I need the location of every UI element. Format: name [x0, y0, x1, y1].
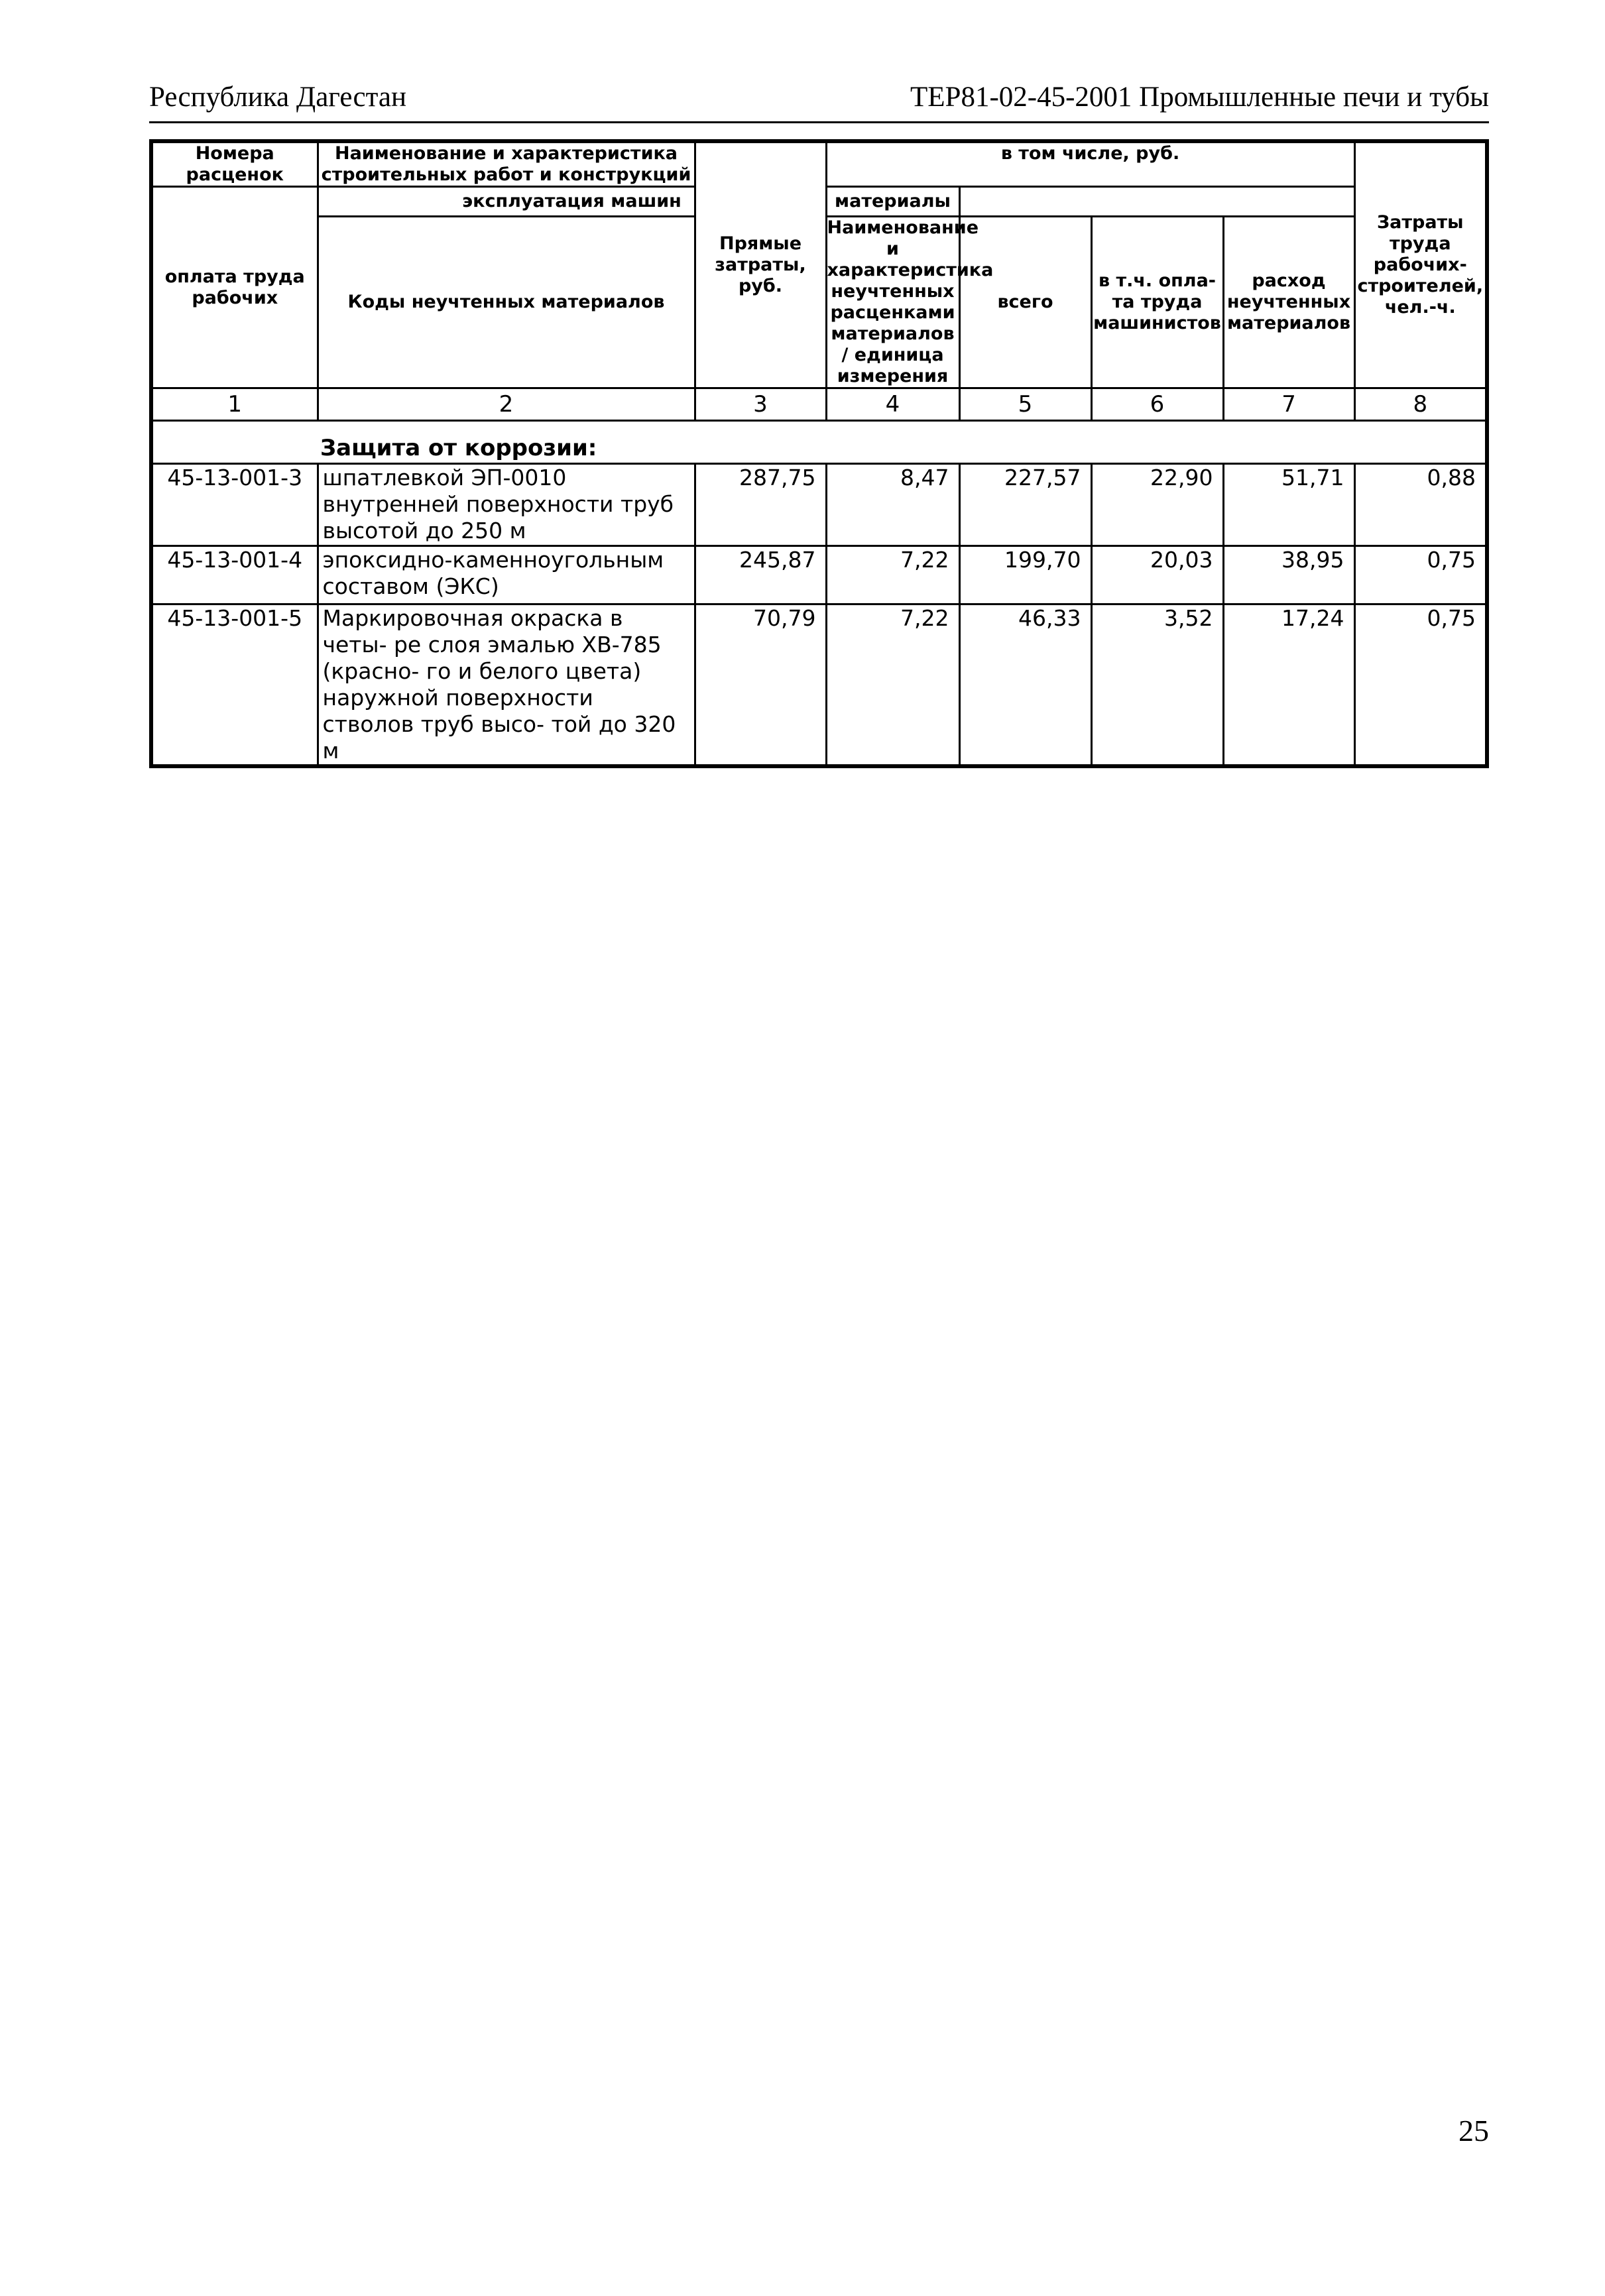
machines-total-value: 46,33 [959, 604, 1091, 767]
column-number: 2 [318, 388, 695, 421]
header-materials: материалы [826, 187, 959, 217]
column-number: 3 [695, 388, 826, 421]
header-labor-pay: оплата труда рабочих [151, 187, 318, 388]
rate-name: шпатлевкой ЭП-0010 внутренней поверхности труб высотой до 250 м [318, 464, 695, 546]
header-divider [149, 121, 1489, 123]
rate-name: эпоксидно-каменноугольным составом (ЭКС) [318, 546, 695, 604]
header-machines-total: всего [959, 217, 1091, 388]
table-row [151, 464, 1487, 546]
labor-hours-value: 0,75 [1354, 604, 1487, 767]
machines-total-value: 227,57 [959, 464, 1091, 546]
header-material-usage: расход неучтенных материалов [1223, 217, 1354, 388]
column-number: 6 [1091, 388, 1223, 421]
rate-code: 45-13-001-4 [151, 546, 318, 604]
machinists-pay-value: 3,52 [1091, 604, 1223, 767]
header-material-description: Наименование и характеристика неучтенных расценками материалов / единица измерения [826, 217, 959, 388]
labor-pay-value: 7,22 [826, 546, 959, 604]
header-machine-operation: эксплуатация машин [318, 187, 826, 217]
column-number: 5 [959, 388, 1091, 421]
rate-code: 45-13-001-3 [151, 464, 318, 546]
header-material-codes: Коды неучтенных материалов [318, 217, 695, 388]
column-number: 8 [1354, 388, 1487, 421]
table-row [151, 604, 1487, 767]
column-number: 4 [826, 388, 959, 421]
document-title-header: ТЕР81-02-45-2001 Промышленные печи и тубы [910, 82, 1489, 113]
labor-hours-value: 0,75 [1354, 546, 1487, 604]
labor-hours-value: 0,88 [1354, 464, 1487, 546]
direct-costs-value: 245,87 [695, 546, 826, 604]
rates-table [149, 139, 1489, 768]
page-number: 25 [1458, 2114, 1489, 2148]
machines-total-value: 199,70 [959, 546, 1091, 604]
machinists-pay-value: 20,03 [1091, 546, 1223, 604]
header-work-description: Наименование и характеристика строительных работ и конструкций [318, 141, 695, 187]
table-row [151, 546, 1487, 604]
labor-pay-value: 7,22 [826, 604, 959, 767]
header-rate-numbers: Номера расценок [151, 141, 318, 187]
region-header: Республика Дагестан [149, 82, 407, 113]
section-title: Защита от коррозии: [318, 421, 1487, 464]
materials-value: 38,95 [1223, 546, 1354, 604]
direct-costs-value: 70,79 [695, 604, 826, 767]
header-machinists-pay: в т.ч. опла- та труда машинистов [1091, 217, 1223, 388]
rate-name: Маркировочная окраска в четы- ре слоя эмалью ХВ-785 (красно- го и белого цвета) наружной поверхности стволов труб высо- той до 320 м [318, 604, 695, 767]
materials-value: 17,24 [1223, 604, 1354, 767]
machinists-pay-value: 22,90 [1091, 464, 1223, 546]
column-number: 1 [151, 388, 318, 421]
header-labor-hours: Затраты труда рабочих- строителей, чел.-ч. [1354, 141, 1487, 388]
header-direct-costs: Прямые затраты, руб. [695, 141, 826, 388]
column-number: 7 [1223, 388, 1354, 421]
rate-code: 45-13-001-5 [151, 604, 318, 767]
direct-costs-value: 287,75 [695, 464, 826, 546]
labor-pay-value: 8,47 [826, 464, 959, 546]
header-including-group: в том числе, руб. [826, 141, 1354, 187]
materials-value: 51,71 [1223, 464, 1354, 546]
